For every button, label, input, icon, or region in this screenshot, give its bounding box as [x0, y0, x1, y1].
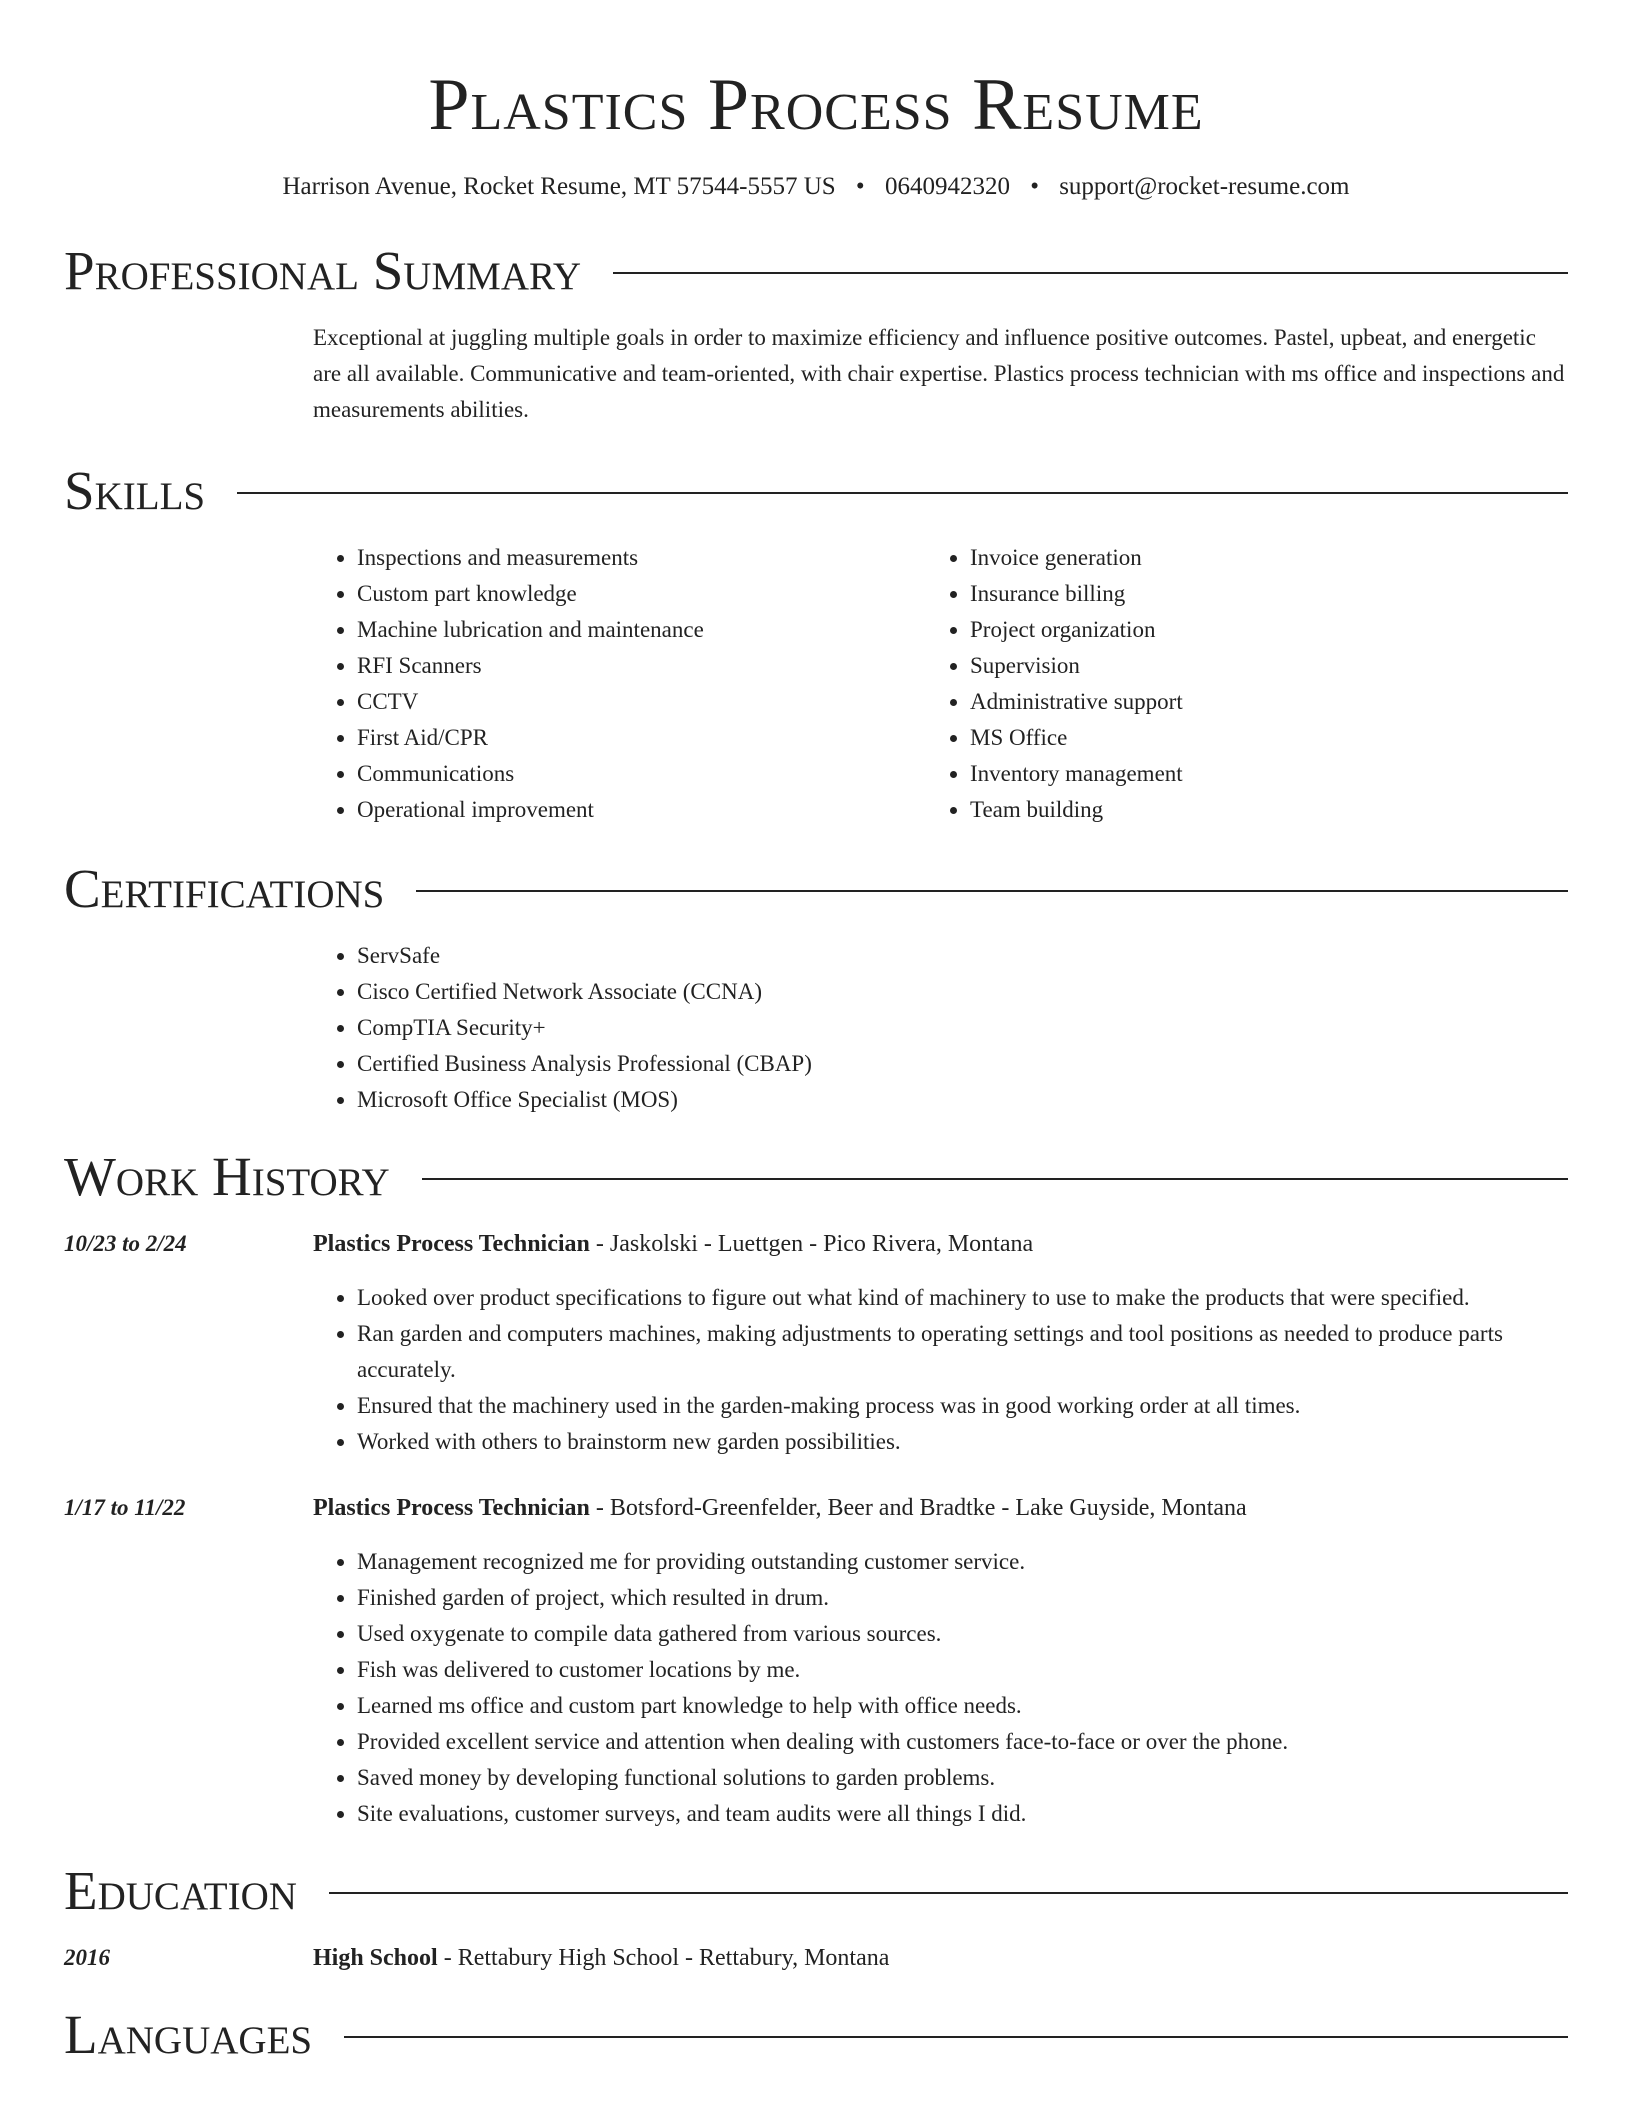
certifications-list — [313, 938, 1568, 1118]
education-degree: High School — [313, 1945, 438, 1971]
education-year: 2016 — [64, 1945, 110, 1970]
job-bullet: • Ran garden and computers machines, making adjustments to operating settings and tool positions as needed to produce parts accurately. — [357, 1316, 1568, 1388]
contact-address: Harrison Avenue, Rocket Resume, MT 57544-5557 US — [282, 173, 836, 200]
job-bullet: • Ensured that the machinery used in the garden-making process was in good working order at all times. — [357, 1388, 1568, 1424]
contact-separator: • — [855, 173, 865, 200]
certification-item: • ServSafe — [357, 938, 1568, 974]
contact-separator: • — [1030, 173, 1039, 200]
certification-item: • CompTIA Security+ — [357, 1010, 1568, 1046]
skill-item: • MS Office — [970, 720, 1539, 756]
skill-item: • Custom part knowledge — [357, 576, 926, 612]
job-bullet: • Worked with others to brainstorm new garden possibilities. — [357, 1424, 1568, 1460]
certification-item: • Cisco Certified Network Associate (CCNA) — [357, 974, 1568, 1010]
section-title: Skills — [64, 460, 206, 521]
job-bullet: • Provided excellent service and attention when dealing with customers face-to-face or over the phone. — [357, 1724, 1568, 1760]
job-bullet: • Looked over product specifications to figure out what kind of machinery to use to make the products that were specified. — [357, 1280, 1568, 1316]
job-bullet: • Saved money by developing functional solutions to garden problems. — [357, 1760, 1568, 1796]
skill-item: • Supervision — [970, 648, 1539, 684]
skill-item: • CCTV — [357, 684, 926, 720]
education-school: - Rettabury High School - Rettabury, Montana — [437, 1945, 890, 1971]
certification-item: • Microsoft Office Specialist (MOS) — [357, 1082, 1568, 1118]
job-heading — [313, 1226, 1568, 1262]
skill-item: • First Aid/CPR — [357, 720, 926, 756]
job-bullet: • Learned ms office and custom part knowledge to help with office needs. — [357, 1688, 1568, 1724]
skill-item: • Inventory management — [970, 756, 1539, 792]
skills-column-left — [313, 540, 926, 828]
certification-item: • Certified Business Analysis Professional (CBAP) — [357, 1046, 1568, 1082]
job-bullet: • Site evaluations, customer surveys, and team audits were all things I did. — [357, 1796, 1568, 1832]
skills-column-right — [926, 540, 1539, 828]
education-heading — [313, 1940, 1568, 1976]
job-bullet: • Management recognized me for providing outstanding customer service. — [357, 1544, 1568, 1580]
job-bullet: • Used oxygenate to compile data gathered from various sources. — [357, 1616, 1568, 1652]
section-divider — [237, 492, 1568, 494]
section-title: Languages — [64, 2004, 313, 2065]
job-body — [313, 1490, 1568, 1832]
section-divider — [422, 1178, 1568, 1180]
education-body — [313, 1940, 1568, 1976]
job-dates: 1/17 to 11/22 — [64, 1495, 186, 1520]
contact-email: support@rocket-resume.com — [1059, 173, 1350, 200]
contact-phone: 0640942320 — [884, 173, 1010, 200]
job-role: Plastics Process Technician — [313, 1495, 590, 1521]
skill-item: • Project organization — [970, 612, 1539, 648]
skill-item: • Invoice generation — [970, 540, 1539, 576]
summary-text: Exceptional at juggling multiple goals in order to maximize efficiency and influence positive outcomes. Pastel, upbeat, and energetic are all available. Communicative and team-oriented, with chair expertise. Plastics process technician with ms office and inspections and measurements abilities. — [313, 325, 1565, 422]
education-entry — [64, 1940, 1568, 1976]
job-body — [313, 1226, 1568, 1460]
skill-item: • Inspections and measurements — [357, 540, 926, 576]
section-title: Professional Summary — [64, 240, 582, 301]
section-education-header — [64, 1860, 1568, 1922]
job-company: - Jaskolski - Luettgen - Pico Rivera, Montana — [589, 1231, 1034, 1257]
resume-name: Plastics Process Resume — [428, 64, 1204, 146]
skill-item: • Operational improvement — [357, 792, 926, 828]
section-work-header — [64, 1146, 1568, 1208]
job-heading — [313, 1490, 1568, 1526]
section-languages-header — [64, 2004, 1568, 2066]
skill-item: • Team building — [970, 792, 1539, 828]
job-bullet: • Finished garden of project, which resulted in drum. — [357, 1580, 1568, 1616]
section-title: Work History — [64, 1146, 390, 1207]
section-divider — [416, 890, 1568, 892]
skill-item: • Administrative support — [970, 684, 1539, 720]
skill-item: • Machine lubrication and maintenance — [357, 612, 926, 648]
section-divider — [613, 272, 1568, 274]
job-entry — [64, 1226, 1568, 1460]
section-divider — [329, 1892, 1568, 1894]
section-divider — [344, 2036, 1568, 2038]
job-dates: 10/23 to 2/24 — [64, 1231, 187, 1256]
job-role: Plastics Process Technician — [313, 1231, 590, 1257]
skill-item: • RFI Scanners — [357, 648, 926, 684]
job-entry — [64, 1490, 1568, 1832]
job-company: - Botsford-Greenfelder, Beer and Bradtke - Lake Guyside, Montana — [589, 1495, 1247, 1521]
skill-item: • Insurance billing — [970, 576, 1539, 612]
contact-line — [64, 170, 1568, 204]
section-summary-header — [64, 240, 1568, 302]
section-skills-header — [64, 460, 1568, 522]
skills-columns — [313, 540, 1568, 828]
section-title: Certifications — [64, 858, 385, 919]
skill-item: • Communications — [357, 756, 926, 792]
section-title: Education — [64, 1860, 297, 1921]
section-certifications-header — [64, 858, 1568, 920]
job-bullet: • Fish was delivered to customer locations by me. — [357, 1652, 1568, 1688]
